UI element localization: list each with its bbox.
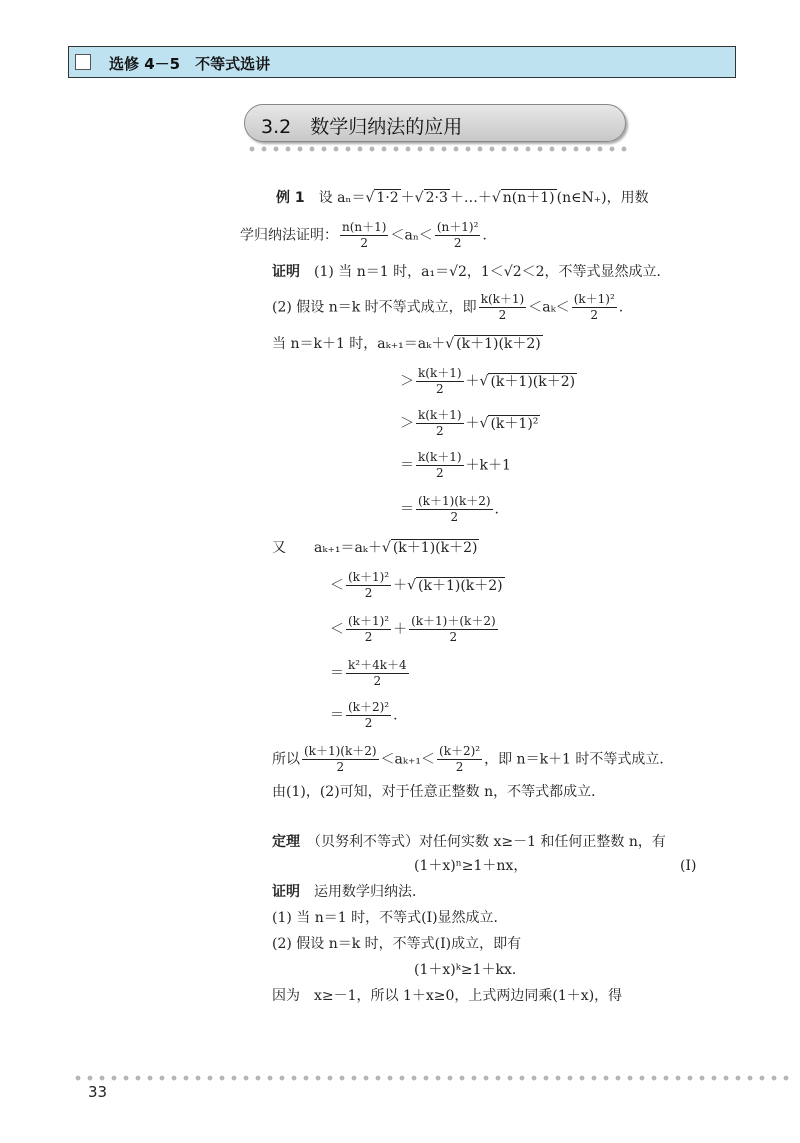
radicand: 2·3 xyxy=(425,190,448,206)
proof2-step5 xyxy=(272,986,622,1006)
proof2-step4 xyxy=(414,960,526,980)
text: (1) 当 n＝1 时，不等式(Ⅰ)显然成立． xyxy=(272,910,508,926)
text: ＜aₙ＜ xyxy=(390,227,433,244)
text: ＞ xyxy=(400,415,414,432)
example1-line1: 例 1 设 aₙ＝√ 1·2 ＋√ 2·3 ＋…＋√ n(n＋1) (n∈N₊)，用数 xyxy=(276,190,649,206)
proof1-conclusion xyxy=(272,782,605,802)
text: 运用数学归纳法． xyxy=(314,884,426,900)
text: 设 aₙ＝ xyxy=(318,190,366,206)
section-title: 3.2 数学归纳法的应用 xyxy=(261,116,463,138)
text: ＜ xyxy=(330,621,344,638)
text: ＜aₖ＜ xyxy=(528,299,570,316)
text: (1) 当 n＝1 时，a₁＝√2，1＜√2＜2，不等式显然成立． xyxy=(314,264,671,280)
text: ＝ xyxy=(330,665,344,682)
text: 学归纳法证明： xyxy=(240,227,338,244)
proof1-step13 xyxy=(272,744,673,775)
fraction: $\frac{(k+1)(k+2)}{2}$ xyxy=(418,494,491,524)
formula: (1＋x)ᵏ≥1＋kx． xyxy=(414,962,526,978)
text: (n∈N₊)，用数 xyxy=(556,190,649,206)
chapter-header xyxy=(68,46,736,78)
text: 当 n＝k＋1 时，aₖ₊₁＝aₖ＋ xyxy=(272,336,446,352)
footer-divider xyxy=(72,1075,792,1081)
text: ，即 n＝k＋1 时不等式成立． xyxy=(484,751,674,768)
fraction: $\frac{n(n+1)}{2}$ xyxy=(342,220,387,250)
text: ＋…＋ xyxy=(449,190,492,206)
proof1-step12 xyxy=(330,700,398,731)
fraction: $\frac{k(k+1)}{2}$ xyxy=(418,450,462,480)
section-banner xyxy=(244,104,626,142)
proof2-step3 xyxy=(272,934,521,954)
theorem-formula xyxy=(414,856,527,876)
text: . xyxy=(393,707,398,724)
example-label: 例 1 xyxy=(276,190,305,206)
text: . xyxy=(618,299,624,316)
text: ＝ xyxy=(400,501,414,518)
fraction: $\frac{\text{(k＋1)²}}{2}$ xyxy=(573,292,615,322)
proof1-step9: ＜ $\frac{\text{(k＋1)²}}{2}$ ＋√ (k＋1)(k＋2) xyxy=(330,570,503,600)
radicand: (k＋1)(k＋2) xyxy=(418,577,503,594)
section-divider xyxy=(246,146,630,152)
text: 由(1)，(2)可知，对于任意正整数 n，不等式都成立． xyxy=(272,784,606,800)
radicand: 1·2 xyxy=(376,190,399,206)
radicand: (k＋1)(k＋2) xyxy=(456,336,541,352)
fraction: $\frac{\text{(n＋1)²}}{2}$ xyxy=(436,220,479,250)
text: （贝努利不等式）对任何实数 x≥－1 和任何正整数 n，有 xyxy=(314,834,666,850)
page-number: 33 xyxy=(88,1083,108,1101)
text: 所以 xyxy=(272,751,300,768)
proof1-step2 xyxy=(272,292,623,323)
text: ＋ xyxy=(393,621,408,638)
fraction: $\frac{k(k+1)}{2}$ xyxy=(418,408,462,438)
text: ＝ xyxy=(400,457,414,474)
fraction: $\frac{(k+1)+(k+2)}{2}$ xyxy=(411,614,496,644)
theorem-tag xyxy=(680,856,696,876)
text: ＞ xyxy=(400,373,414,390)
proof1-step3: 当 n＝k＋1 时，aₖ₊₁＝aₖ＋√ (k＋1)(k＋2) xyxy=(272,336,541,352)
proof-label: 证明 xyxy=(272,264,300,280)
formula: (1＋x)ⁿ≥1＋nx， xyxy=(414,858,528,874)
text: ＋ xyxy=(465,415,480,432)
fraction: $\frac{k(k+1)}{2}$ xyxy=(480,292,525,322)
proof1-step7 xyxy=(400,494,499,525)
header-square-icon xyxy=(75,54,91,70)
proof2-step2 xyxy=(272,908,508,928)
fraction: $\frac{k(k+1)}{2}$ xyxy=(418,366,462,396)
text: ＜ xyxy=(330,577,344,594)
fraction: $\frac{\text{k²＋4k＋4}}{2}$ xyxy=(348,658,407,688)
text: 又 xyxy=(272,540,286,556)
text: . xyxy=(482,227,487,244)
text: (2) 假设 n＝k 时不等式成立，即 xyxy=(272,299,477,316)
fraction: $\frac{\text{(k＋1)²}}{2}$ xyxy=(348,570,390,600)
proof-label: 证明 xyxy=(272,884,300,900)
fraction: $\frac{(k+1)(k+2)}{2}$ xyxy=(304,744,377,774)
radicand: (k＋1)² xyxy=(490,415,539,432)
text: ＋ xyxy=(465,373,480,390)
proof1-step10 xyxy=(330,614,500,645)
example1-line2 xyxy=(240,220,487,251)
proof1-step5: ＞ $\frac{k(k+1)}{2}$ ＋√ (k＋1)² xyxy=(400,408,539,438)
radicand: (k＋1)(k＋2) xyxy=(392,540,478,556)
text: (2) 假设 n＝k 时，不等式(Ⅰ)成立，即有 xyxy=(272,936,522,952)
fraction: $\frac{\text{(k＋1)²}}{2}$ xyxy=(348,614,390,644)
proof1-step6 xyxy=(400,450,511,481)
proof1-step1 xyxy=(272,262,671,282)
theorem-statement xyxy=(272,832,666,852)
theorem-label: 定理 xyxy=(272,834,300,850)
chapter-title: 选修 4－5 不等式选讲 xyxy=(109,55,271,73)
text: ＋k＋1 xyxy=(465,457,511,474)
equation-tag: (Ⅰ) xyxy=(680,858,697,874)
text: ＋ xyxy=(400,190,415,206)
text: 因为 x≥－1，所以 1＋x≥0，上式两边同乘(1＋x)，得 xyxy=(272,988,623,1004)
proof1-step8: 又 aₖ₊₁＝aₖ＋√ (k＋1)(k＋2) xyxy=(272,540,478,556)
proof2-step1 xyxy=(272,882,426,902)
text: ＋ xyxy=(393,577,408,594)
fraction: $\frac{\text{(k＋2)²}}{2}$ xyxy=(348,700,390,730)
text: . xyxy=(494,501,499,518)
text: ＜aₖ₊₁＜ xyxy=(380,751,436,768)
fraction: $\frac{\text{(k＋2)²}}{2}$ xyxy=(439,744,481,774)
text: aₖ₊₁＝aₖ＋ xyxy=(314,540,382,556)
radicand: (k＋1)(k＋2) xyxy=(490,373,576,390)
text: ＝ xyxy=(330,707,344,724)
proof1-step11 xyxy=(330,658,411,689)
proof1-step4: ＞ $\frac{k(k+1)}{2}$ ＋√ (k＋1)(k＋2) xyxy=(400,366,576,396)
radicand: n(n＋1) xyxy=(502,190,555,206)
